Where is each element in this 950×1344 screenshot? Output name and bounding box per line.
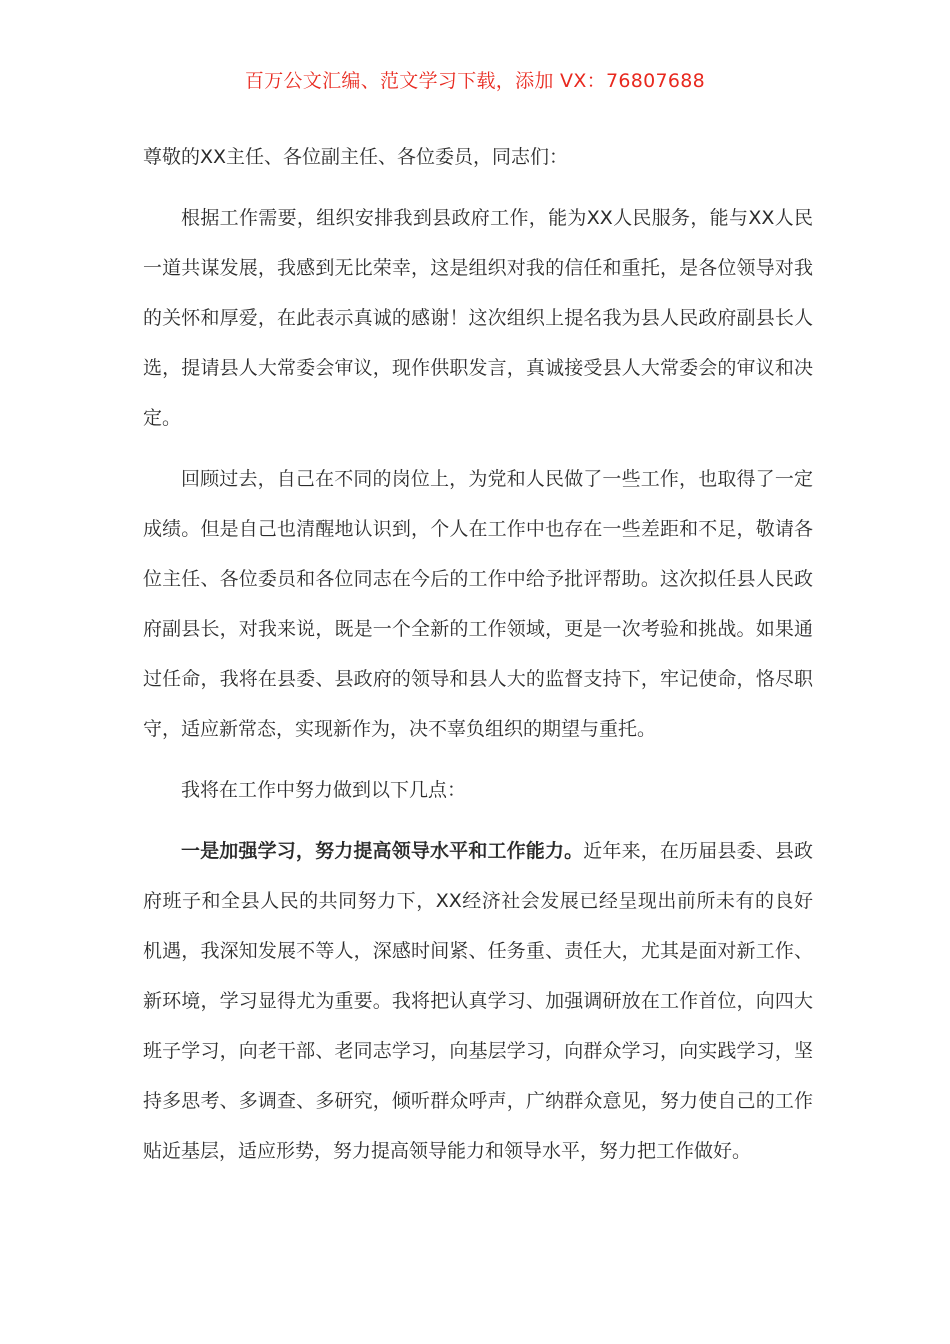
- salutation: 尊敬的XX主任、各位副主任、各位委员，同志们：: [143, 146, 569, 168]
- paragraph-appointment: 根据工作需要，组织安排我到县政府工作，能为XX人民服务，能与XX人民一道共谋发展，我感到无比荣幸，这是组织对我的信任和重托，是各位领导对我的关怀和厚爱，在此表示真诚的感谢！这次组织上提名我为县人民政府副县长人选，提请县人大常委会审议，现作供职发言，真诚接受县人大常委会的审议和决定。: [143, 207, 813, 429]
- header-banner: 百万公文汇编、范文学习下载，添加 VX：76807688: [244, 70, 706, 92]
- document-body: [143, 132, 813, 1187]
- point-one-heading: 一是加强学习，努力提高领导水平和工作能力。: [181, 840, 584, 862]
- paragraph-intro-points: 我将在工作中努力做到以下几点：: [181, 779, 467, 801]
- paragraph-review: 回顾过去，自己在不同的岗位上，为党和人民做了一些工作，也取得了一定成绩。但是自己也清醒地认识到，个人在工作中也存在一些差距和不足，敬请各位主任、各位委员和各位同志在今后的工作中给予批评帮助。这次拟任县人民政府副县长，对我来说，既是一个全新的工作领域，更是一次考验和挑战。如果通过任命，我将在县委、县政府的领导和县人大的监督支持下，牢记使命，恪尽职守，适应新常态，实现新作为，决不辜负组织的期望与重托。: [143, 468, 813, 740]
- paragraph-point-one: [143, 826, 813, 1176]
- point-one-body: 近年来，在历届县委、县政府班子和全县人民的共同努力下，XX经济社会发展已经呈现出前所未有的良好机遇，我深知发展不等人，深感时间紧、任务重、责任大，尤其是面对新工作、新环境，学习显得尤为重要。我将把认真学习、加强调研放在工作首位，向四大班子学习，向老干部、老同志学习，向基层学习，向群众学习，向实践学习，坚持多思考、多调查、多研究，倾听群众呼声，广纳群众意见，努力使自己的工作贴近基层，适应形势，努力提高领导能力和领导水平，努力把工作做好。: [143, 840, 813, 1162]
